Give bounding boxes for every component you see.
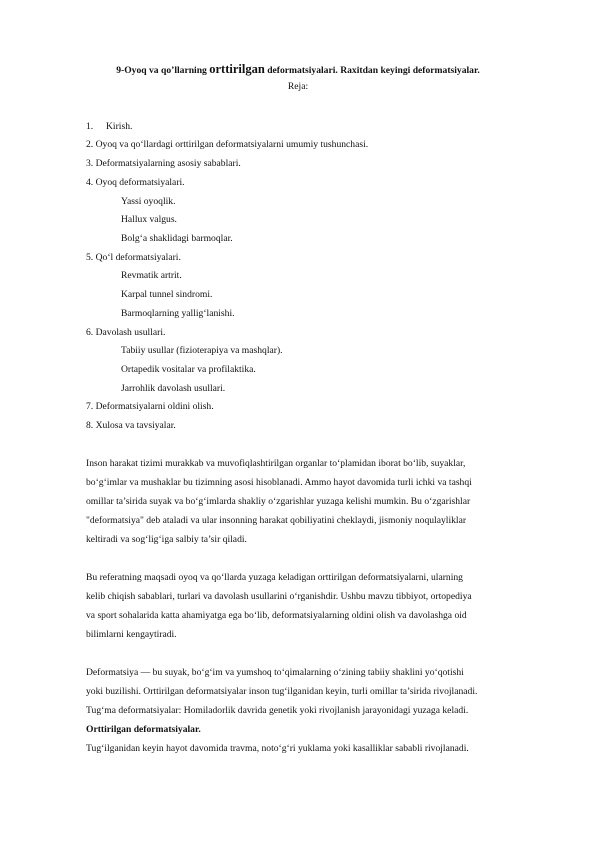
outline-item-5: 5. Qo‘l deformatsiyalari. <box>86 252 181 263</box>
plan-heading: Reja: <box>287 81 309 92</box>
paragraph-2-line: Bu referatning maqsadi oyoq va qo‘llarda yuzaga keladigan orttirilgan deformatsiyalarni, ularning <box>86 572 463 583</box>
paragraph-1-line: bo‘g‘imlar va mushaklar bu tizimning asosi hisoblanadi. Ammo hayot davomida turli ichki va tashqi <box>86 477 472 488</box>
outline-subitem: Ortapedik vositalar va profilaktika. <box>121 364 256 375</box>
outline-item-2: 2. Oyoq va qo‘llardagi orttirilgan deformatsiyalarni umumiy tushunchasi. <box>86 139 369 150</box>
outline-subitem: Revmatik artrit. <box>121 270 182 281</box>
outline-subitem: Karpal tunnel sindromi. <box>121 289 213 300</box>
paragraph-1-line: keltiradi va sog‘lig‘iga salbiy ta’sir qiladi. <box>86 534 247 545</box>
outline-subitem: Barmoqlarning yallig‘lanishi. <box>121 308 235 319</box>
document-title <box>0 62 596 77</box>
outline-item-8: 8. Xulosa va tavsiyalar. <box>86 420 176 431</box>
paragraph-2-line: kelib chiqish sabablari, turlari va davolash usullarini o‘rganishdir. Ushbu mavzu tibbiyot, ortopediya <box>86 591 472 602</box>
outline-subitem: Tabiiy usullar (fizioterapiya va mashqlar). <box>121 345 283 356</box>
paragraph-3-line: Deformatsiya — bu suyak, bo‘g‘im va yumshoq to‘qimalarning o‘zining tabiiy shaklini yo‘qotishi <box>86 667 464 678</box>
outline-subitem: Bolg‘a shaklidagi barmoqlar. <box>121 233 233 244</box>
outline-item-1-text: Kirish. <box>106 121 133 132</box>
paragraph-1-line: "deformatsiya" deb ataladi va ular insonning harakat qobiliyatini cheklaydi, jismoniy noqulayliklar <box>86 515 467 526</box>
outline-item-6: 6. Davolash usullari. <box>86 327 166 338</box>
outline-item-7: 7. Deformatsiyalarni oldini olish. <box>86 401 214 412</box>
section-subheading: Orttirilgan deformatsiyalar. <box>86 724 201 735</box>
paragraph-2-line: va sport sohalarida katta ahamiyatga ega bo‘lib, deformatsiyalarning oldini olish va davolashga oid <box>86 610 467 621</box>
outline-subitem: Jarrohlik davolash usullari. <box>121 383 226 394</box>
title-part-3: deformatsiyalari. Raxitdan keyingi deformatsiyalar. <box>264 65 480 76</box>
paragraph-4-line: Tug‘ilganidan keyin hayot davomida travma, noto‘g‘ri yuklama yoki kasalliklar sababli rivojlanadi. <box>86 743 469 754</box>
paragraph-3-line: yoki buzilishi. Orttirilgan deformatsiyalar inson tug‘ilganidan keyin, turli omillar ta’sirida rivojlanadi. <box>86 686 478 697</box>
outline-item-4: 4. Oyoq deformatsiyalari. <box>86 177 185 188</box>
outline-item-1-number: 1. <box>86 121 94 132</box>
paragraph-1-line: omillar ta’sirida suyak va bo‘g‘imlarda shakliy o‘zgarishlar yuzaga kelishi mumkin. Bu o‘zgarishlar <box>86 496 471 507</box>
paragraph-2-line: bilimlarni kengaytiradi. <box>86 629 177 640</box>
outline-subitem: Hallux valgus. <box>121 214 177 225</box>
paragraph-1-line: Inson harakat tizimi murakkab va muvofiqlashtirilgan organlar to‘plamidan iborat bo‘lib, suyaklar, <box>86 458 466 469</box>
outline-subitem: Yassi oyoqlik. <box>121 196 176 207</box>
paragraph-3-line: Tug‘ma deformatsiyalar: Homiladorlik davrida genetik yoki rivojlanish jarayonidagi yuzaga keladi. <box>86 705 469 716</box>
title-part-1: 9-Oyoq va qo’llarning <box>116 65 210 76</box>
title-part-2: orttirilgan <box>209 62 265 76</box>
outline-item-3: 3. Deformatsiyalarning asosiy sabablari. <box>86 158 241 169</box>
